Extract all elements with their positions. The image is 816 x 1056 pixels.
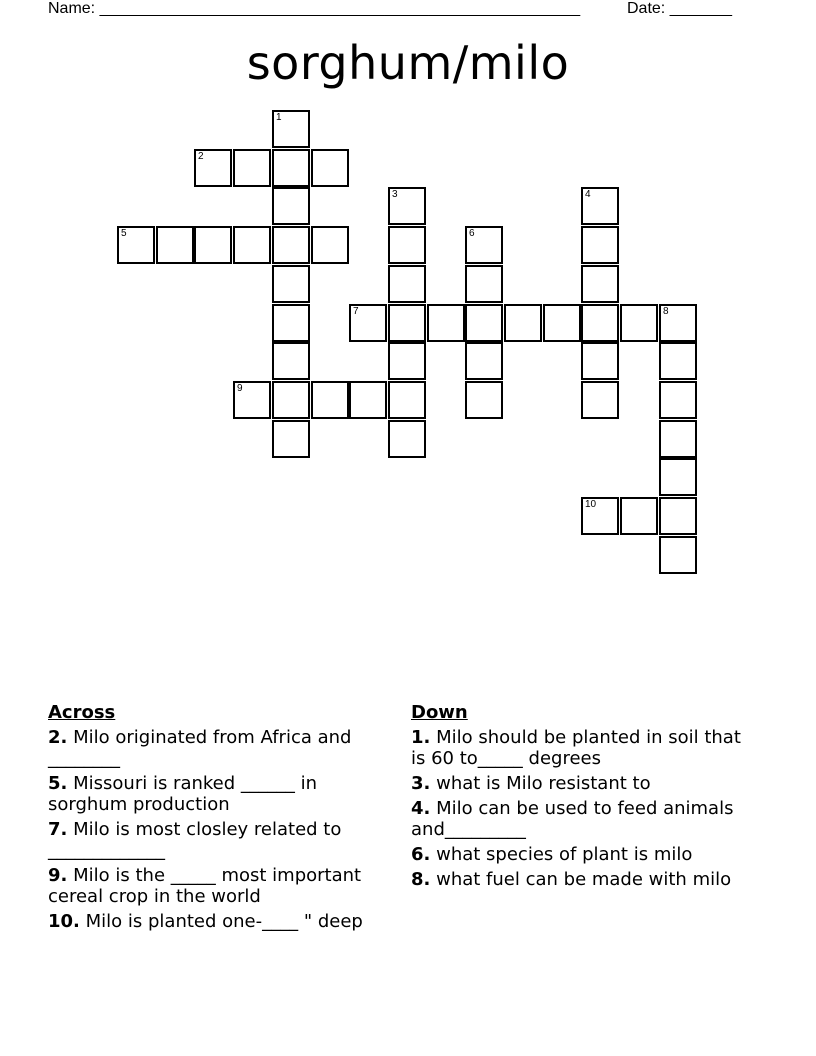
grid-cell[interactable] (117, 226, 155, 264)
grid-cell[interactable] (465, 342, 503, 380)
grid-cell[interactable] (581, 342, 619, 380)
across-clue: 2. Milo originated from Africa and ________ (48, 727, 352, 769)
cell-number: 1 (276, 112, 282, 123)
grid-cell[interactable] (194, 149, 232, 187)
cell-number: 9 (237, 383, 243, 394)
cell-number: 5 (121, 228, 127, 239)
grid-cell[interactable] (272, 187, 310, 225)
date-field-label: Date: _______ (627, 0, 732, 17)
grid-cell[interactable] (659, 342, 697, 380)
down-clue: 8. what fuel can be made with milo (411, 869, 732, 890)
grid-cell[interactable] (581, 497, 619, 535)
grid-cell[interactable] (388, 304, 426, 342)
down-heading: Down (411, 702, 468, 723)
grid-cell[interactable] (388, 226, 426, 264)
grid-cell[interactable] (659, 497, 697, 535)
grid-cell[interactable] (659, 420, 697, 458)
grid-cell[interactable] (311, 149, 349, 187)
grid-cell[interactable] (272, 110, 310, 148)
grid-cell[interactable] (272, 420, 310, 458)
down-clue: 3. what is Milo resistant to (411, 773, 651, 794)
name-field-label: Name: ______________________________________________________ (48, 0, 581, 17)
down-clue: 1. Milo should be planted in soil that is 60 to_____ degrees (411, 727, 741, 769)
grid-cell[interactable] (388, 420, 426, 458)
grid-cell[interactable] (620, 497, 658, 535)
cell-number: 3 (392, 189, 398, 200)
grid-cell[interactable] (465, 381, 503, 419)
cell-number: 6 (469, 228, 475, 239)
down-clue: 4. Milo can be used to feed animals and_________ (411, 798, 734, 840)
cell-number: 10 (585, 499, 597, 510)
grid-cell[interactable] (156, 226, 194, 264)
grid-cell[interactable] (272, 226, 310, 264)
across-heading: Across (48, 702, 116, 723)
across-clue: 7. Milo is most closley related to _____________ (48, 819, 342, 861)
grid-cell[interactable] (465, 304, 503, 342)
grid-cell[interactable] (659, 304, 697, 342)
across-clue: 5. Missouri is ranked ______ in sorghum production (48, 773, 318, 815)
grid-cell[interactable] (543, 304, 581, 342)
grid-cell[interactable] (659, 381, 697, 419)
grid-cell[interactable] (388, 187, 426, 225)
grid-cell[interactable] (427, 304, 465, 342)
puzzle-title: sorghum/milo (246, 36, 570, 90)
grid-cell[interactable] (233, 381, 271, 419)
grid-cell[interactable] (311, 226, 349, 264)
across-clue: 10. Milo is planted one-____ " deep (48, 911, 363, 932)
grid-cell[interactable] (620, 304, 658, 342)
grid-cell[interactable] (388, 265, 426, 303)
grid-cell[interactable] (349, 381, 387, 419)
cell-number: 8 (663, 306, 669, 317)
grid-cell[interactable] (581, 187, 619, 225)
grid-cell[interactable] (659, 536, 697, 574)
cell-number: 2 (198, 151, 204, 162)
grid-cell[interactable] (272, 342, 310, 380)
grid-cell[interactable] (233, 149, 271, 187)
grid-cell[interactable] (388, 342, 426, 380)
down-clues (411, 702, 751, 894)
grid-cell[interactable] (349, 304, 387, 342)
down-clue: 6. what species of plant is milo (411, 844, 693, 865)
grid-cell[interactable] (659, 458, 697, 496)
grid-cell[interactable] (581, 226, 619, 264)
grid-cell[interactable] (465, 265, 503, 303)
grid-cell[interactable] (272, 265, 310, 303)
cell-number: 7 (353, 306, 359, 317)
across-clues (48, 702, 398, 936)
grid-cell[interactable] (311, 381, 349, 419)
grid-cell[interactable] (194, 226, 232, 264)
grid-cell[interactable] (581, 304, 619, 342)
grid-cell[interactable] (388, 381, 426, 419)
grid-cell[interactable] (272, 381, 310, 419)
cell-number: 4 (585, 189, 591, 200)
grid-cell[interactable] (272, 304, 310, 342)
grid-cell[interactable] (581, 381, 619, 419)
grid-cell[interactable] (272, 149, 310, 187)
grid-cell[interactable] (465, 226, 503, 264)
across-clue: 9. Milo is the _____ most important cereal crop in the world (48, 865, 362, 907)
grid-cell[interactable] (504, 304, 542, 342)
grid-cell[interactable] (581, 265, 619, 303)
grid-cell[interactable] (233, 226, 271, 264)
